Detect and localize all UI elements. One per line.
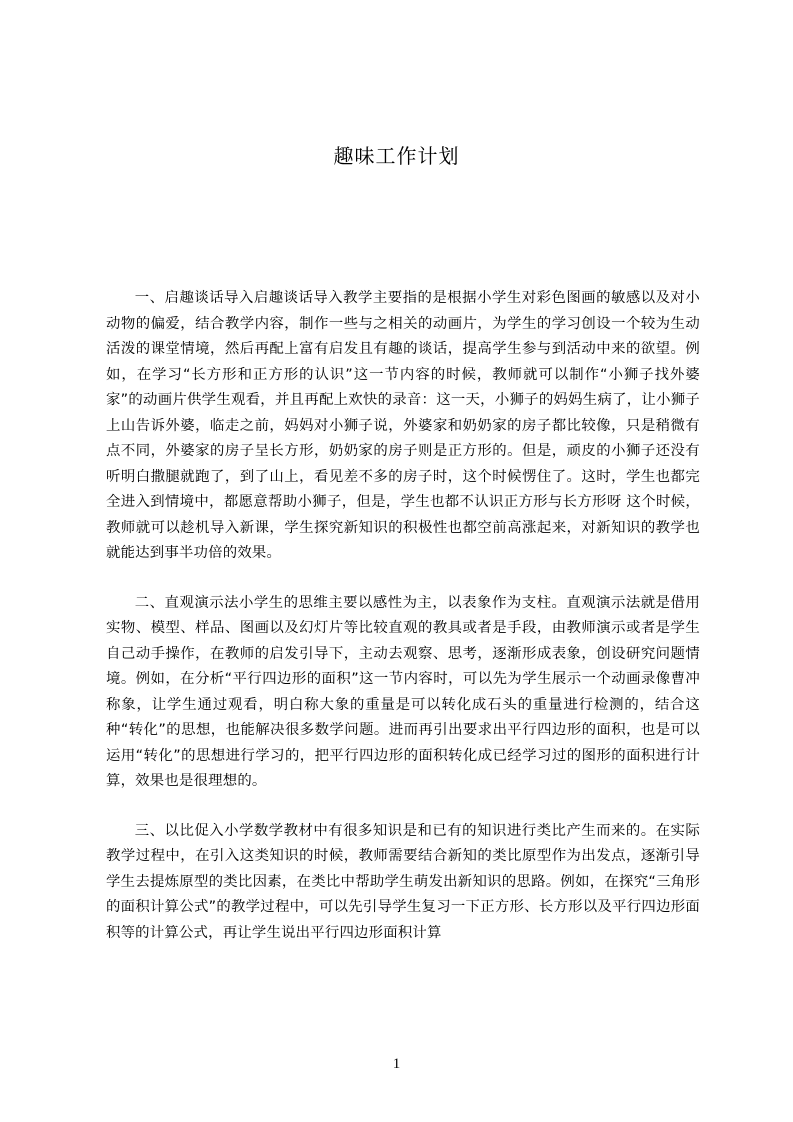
document-title: 趣味工作计划 <box>333 144 460 168</box>
paragraph-1: 一、启趣谈话导入启趣谈话导入教学主要指的是根据小学生对彩色图画的敏感以及对小动物的偏爱，结合教学内容，制作一些与之相关的动画片，为学生的学习创设一个较为生动活泼的课堂情境，然后再配上富有启发且有趣的谈话，提高学生参与到活动中来的欲望。例如，在学习“长方形和正方形的认识”这一节内容的时候，教师就可以制作“小狮子找外婆家”的动画片供学生观看，并且再配上欢快的录音：这一天，小狮子的妈妈生病了，让小狮子上山告诉外婆，临走之前，妈妈对小狮子说，外婆家和奶奶家的房子都比较像，只是稍微有点不同，外婆家的房子呈长方形，奶奶家的房子则是正方形的。但是，顽皮的小狮子还没有听明白撒腿就跑了，到了山上，看见差不多的房子时，这个时候愣住了。这时，学生也都完全进入到情境中，都愿意帮助小狮子，但是，学生也都不认识正方形与长方形呀 这个时候，教师就可以趁机导入新课，学生探究新知识的积极性也都空前高涨起来，对新知识的教学也就能达到事半功倍的效果。 <box>106 290 700 561</box>
document-body <box>106 286 700 970</box>
paragraph-3: 三、以比促入小学数学教材中有很多知识是和已有的知识进行类比产生而来的。在实际教学过程中，在引入这类知识的时候，教师需要结合新知的类比原型作为出发点，逐渐引导学生去提炼原型的类比因素，在类比中帮助学生萌发出新知识的思路。例如，在探究“三角形的面积计算公式”的教学过程中，可以先引导学生复习一下正方形、长方形以及平行四边形面积等的计算公式，再让学生说出平行四边形面积计算 <box>106 822 700 941</box>
paragraph-2: 二、直观演示法小学生的思维主要以感性为主，以表象作为支柱。直观演示法就是借用实物、模型、样品、图画以及幻灯片等比较直观的教具或者是手段，由教师演示或者是学生自己动手操作，在教师的启发引导下，主动去观察、思考，逐渐形成表象，创设研究问题情境。例如，在分析“平行四边形的面积”这一节内容时，可以先为学生展示一个动画录像曹冲称象，让学生通过观看，明白称大象的重量是可以转化成石头的重量进行检测的，结合这种“转化”的思想，也能解决很多数学问题。进而再引出要求出平行四边形的面积，也是可以运用“转化”的思想进行学习的，把平行四边形的面积转化成已经学习过的图形的面积进行计算，效果也是很理想的。 <box>106 594 700 789</box>
page-number: 1 <box>392 1056 401 1072</box>
